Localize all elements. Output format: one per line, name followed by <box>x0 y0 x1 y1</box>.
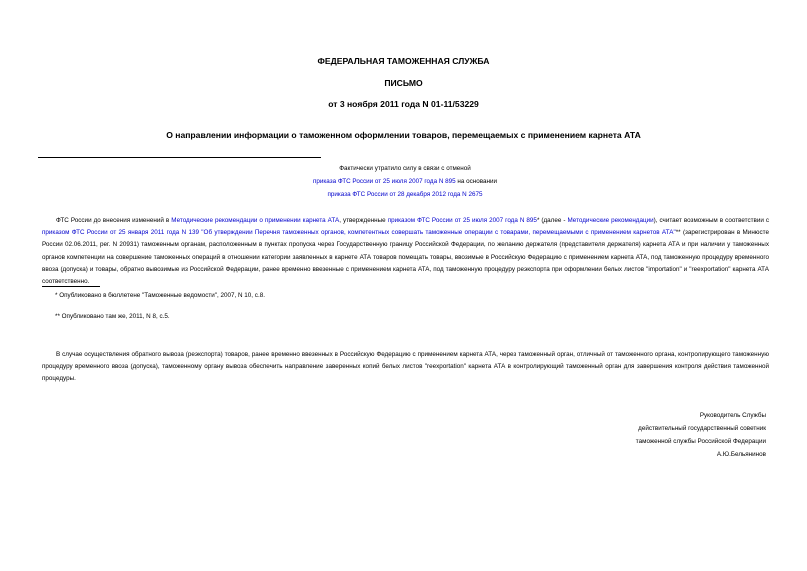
status-note-line2 <box>180 176 630 189</box>
status-note-line3 <box>180 189 630 202</box>
second-paragraph: В случае осуществления обратного вывоза (реэкспорта) товаров, ранее временно ввезенных в Российскую Федерацию с применением карнета АТА, через таможенный орган, отличный от таможенного органа, контролирующего таможенную процедуру временного ввоза (допуска), таможенному органу вывоза обеспечить направление заверенных копий белых листов "reexportation" карнета АТА в контролирующий таможенный орган для завершения контроля действия таможенной процедуры. <box>42 351 769 383</box>
agency-title: ФЕДЕРАЛЬНАЯ ТАМОЖЕННАЯ СЛУЖБА <box>317 56 490 66</box>
status-note-text: на основании <box>455 178 498 185</box>
document-subject: О направлении информации о таможенном оформлении товаров, перемещаемых с применением карнета АТА <box>166 130 641 140</box>
order-139-link[interactable]: приказом ФТС России от 25 января 2011 года N 139 "Об утверждении Перечня таможенных органов, компетентных совершать таможенные операции с товарами, перемещаемыми с применением карнетов АТА" <box>42 229 676 237</box>
footnote-1: * Опубликовано в бюллетене "Таможенные ведомости", 2007, N 10, с.8. <box>55 292 265 299</box>
document-type: ПИСЬМО <box>384 78 423 88</box>
para-text: ), считает возможным в соответствии с <box>653 217 770 224</box>
order-895-inline-link[interactable]: приказом ФТС России от 25 июля 2007 года N 895 <box>387 217 537 224</box>
signature-service: таможенной службы Российской Федерации <box>635 438 766 445</box>
para-text: ФТС России до внесения изменений в <box>56 217 172 224</box>
main-paragraph <box>42 215 769 288</box>
para-text: , утвержденные <box>339 217 388 224</box>
signature-position: Руководитель Службы <box>699 412 766 419</box>
order-895-link[interactable]: приказа ФТС России от 25 июля 2007 года N 895 <box>312 178 456 185</box>
signature-rank: действительный государственный советник <box>638 425 766 432</box>
status-note-line1: Фактически утратило силу в связи с отменой <box>339 165 471 172</box>
methodical-recommendations-link[interactable]: Методические рекомендации о применении карнета АТА <box>171 217 340 224</box>
para-text: * (далее - <box>536 217 568 224</box>
document-date-number: от 3 ноября 2011 года N 01-11/53229 <box>328 99 479 109</box>
footnote-divider <box>42 286 100 287</box>
para-text: ** (зарегистрирован в Минюсте России 02.06.2011, рег. N 20931) таможенным органам, расположенным в пунктах пропуска через Государственную границу Российской Федерации, по желанию держателя (представителя держателя) карнета АТА и при наличии у таможенных органов компетенции на совершение таможенных операций в отношении категории заявленных в карнете АТА товаров помещать товары, ввозимые в Российскую Федерацию с применением карнета АТА, под таможенную процедуру временного ввоза (допуска) и товары, обратно вывозимые из Российской Федерации, ранее временно ввезенные с применением карнета АТА, под таможенную процедуру реэкспорта при оформлении белых листов "importation" и "reexportation" карнета АТА соответственно. <box>42 229 769 286</box>
divider-line <box>38 157 321 158</box>
signature-name: А.Ю.Бельянинов <box>716 451 766 458</box>
recommendations-ref-link[interactable]: Методические рекомендации <box>567 217 654 224</box>
footnote-2: ** Опубликовано там же, 2011, N 8, с.5. <box>55 313 170 320</box>
order-2675-link[interactable]: приказа ФТС России от 28 декабря 2012 года N 2675 <box>327 191 483 198</box>
